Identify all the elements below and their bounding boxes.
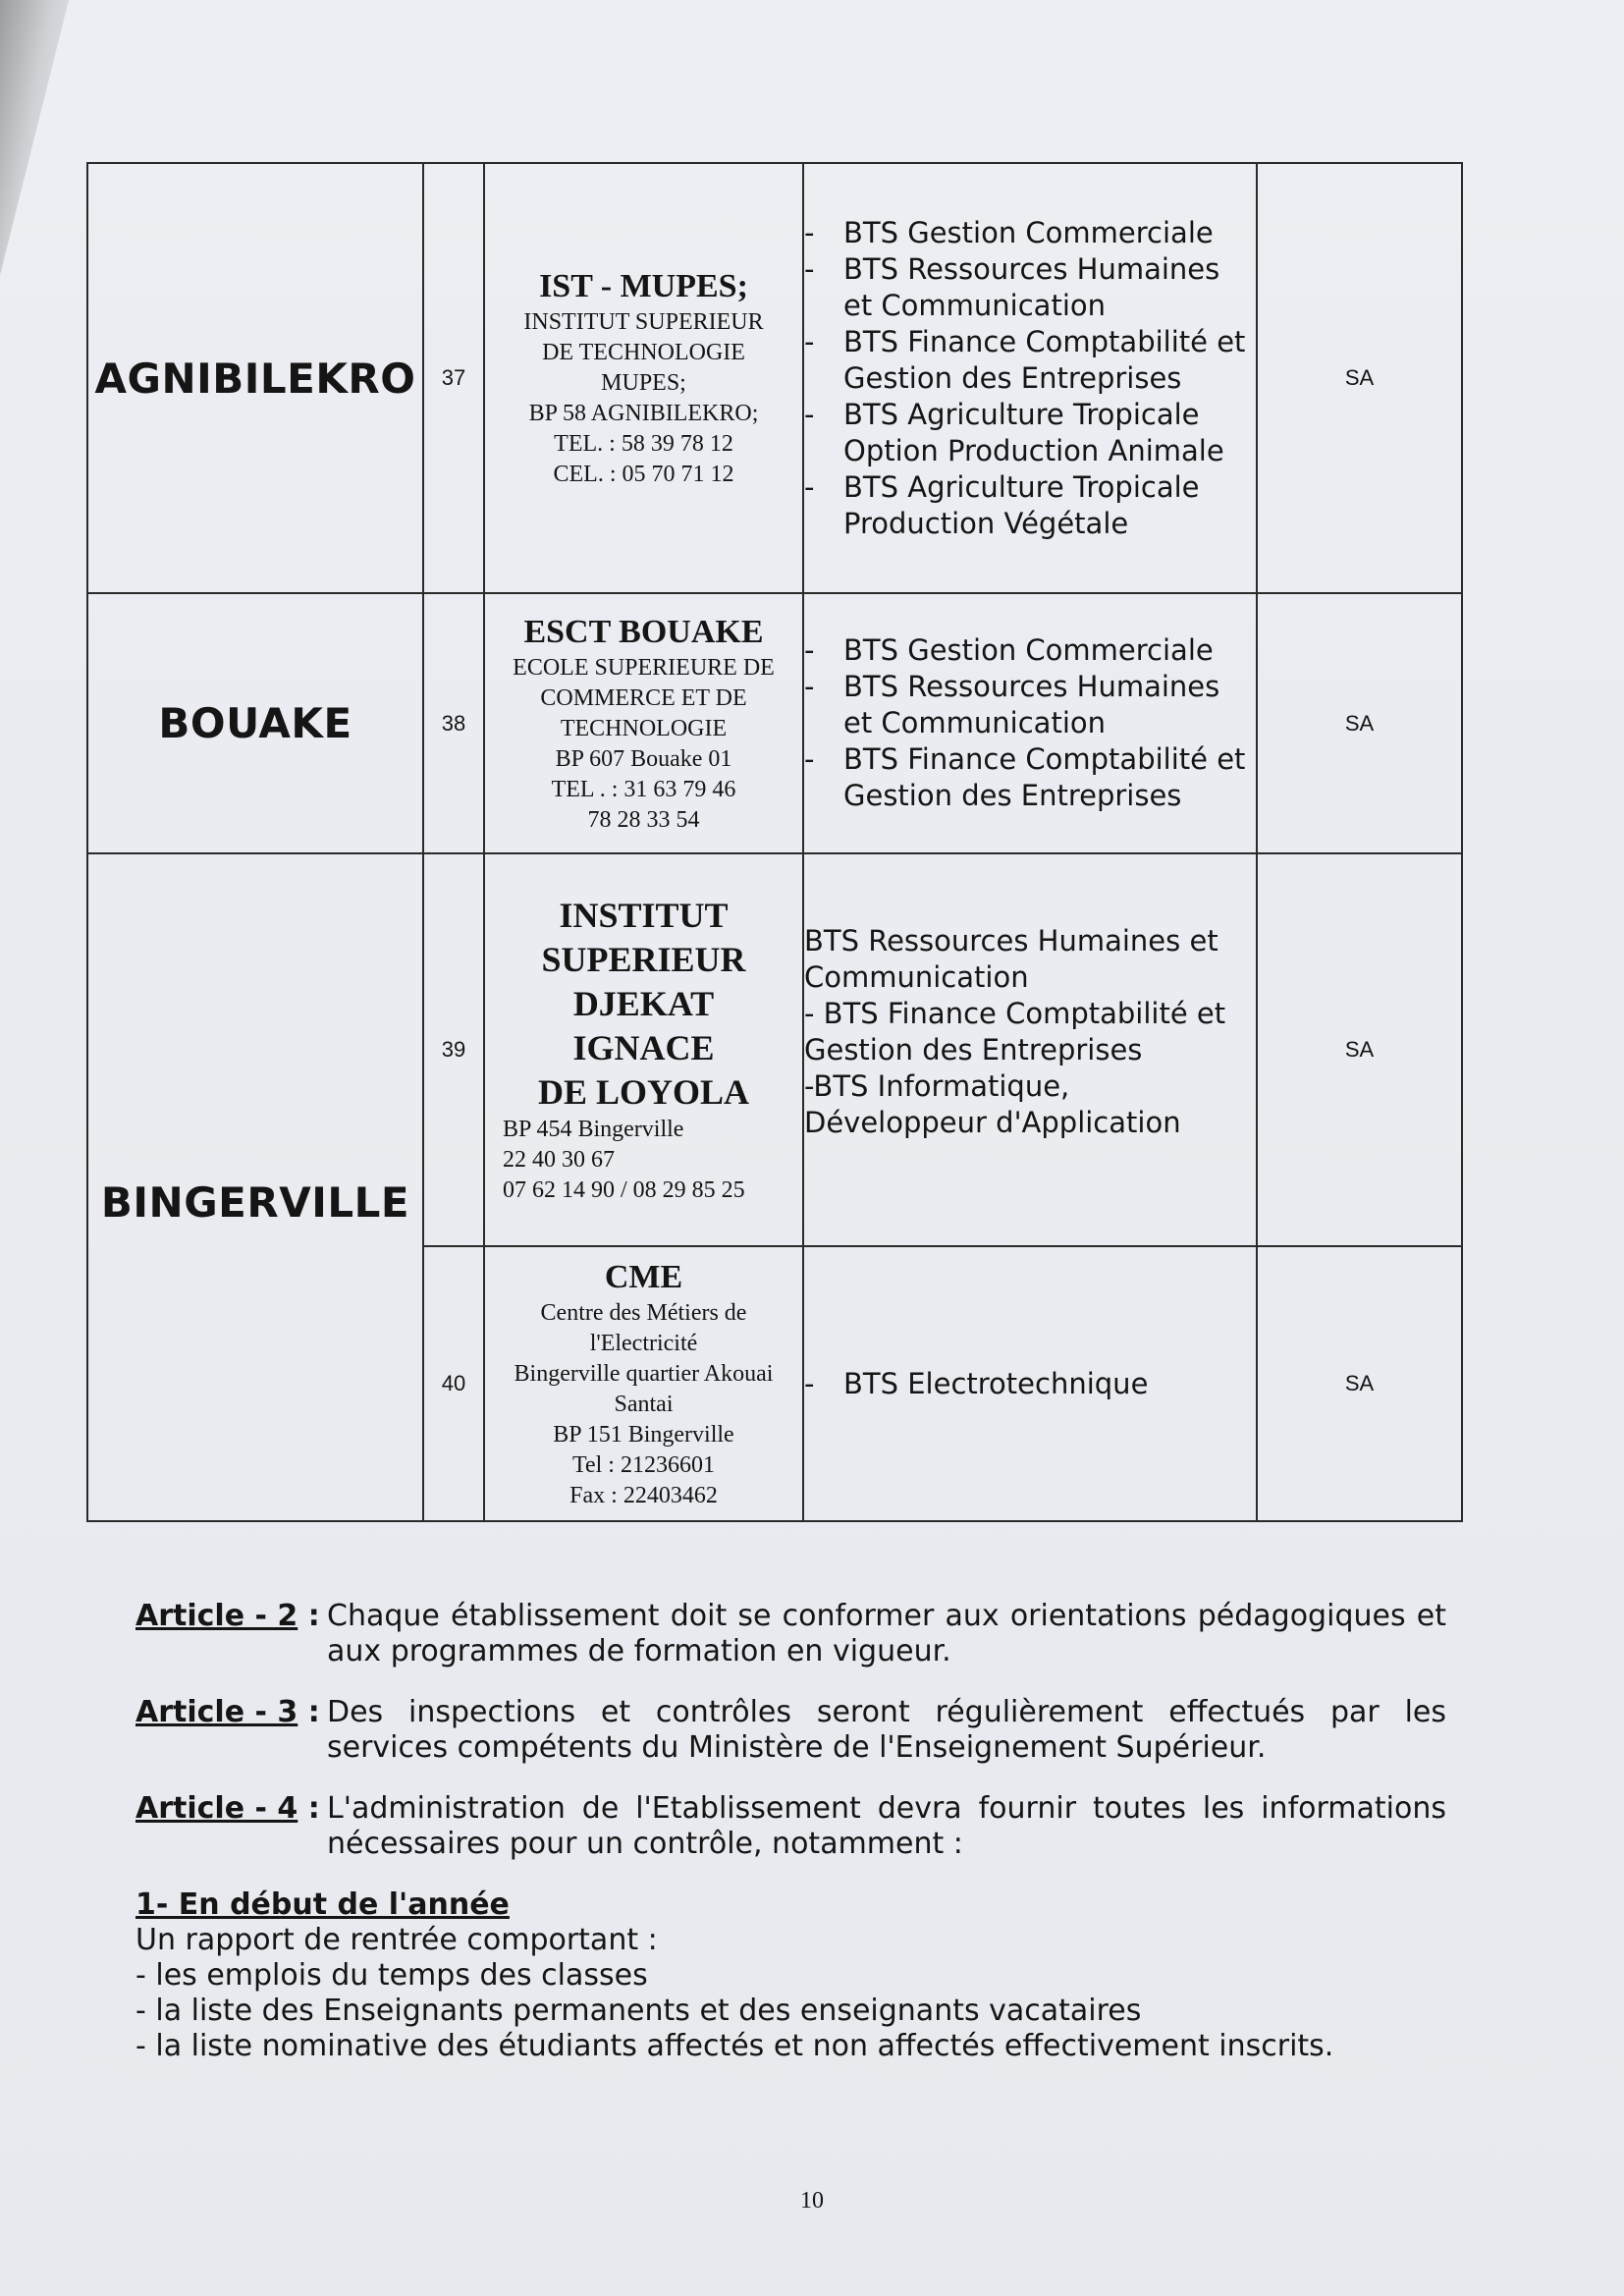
institution-name: DJEKAT bbox=[572, 984, 715, 1023]
institution-detail: Tel : 21236601 bbox=[572, 1451, 715, 1478]
institution-detail: 07 62 14 90 / 08 29 85 25 bbox=[503, 1177, 745, 1203]
table-row bbox=[87, 853, 1462, 1246]
program-item: - BTS Gestion Commerciale bbox=[804, 215, 1256, 251]
row-number: 38 bbox=[423, 593, 484, 853]
article-text: L'administration de l'Etablissement devra fournir toutes les informations nécessaires pour un contrôle, notamment : bbox=[327, 1791, 1446, 1861]
article-3: Article - 3 : Des inspections et contrôles seront régulièrement effectués par les services compétents du Ministère de l'Enseignement Supérieur. bbox=[135, 1695, 1446, 1765]
city-cell: BOUAKE bbox=[87, 593, 423, 853]
institution-detail: Centre des Métiers de bbox=[540, 1299, 747, 1326]
status-cell: SA bbox=[1257, 1246, 1462, 1521]
institution-name: INSTITUT bbox=[559, 896, 729, 935]
institution-detail: TEL. : 58 39 78 12 bbox=[554, 431, 733, 457]
institution-detail: ECOLE SUPERIEURE DE bbox=[513, 654, 775, 681]
status-cell: SA bbox=[1257, 853, 1462, 1246]
institution-name: DE LOYOLA bbox=[537, 1072, 750, 1112]
institution-detail: MUPES; bbox=[601, 370, 686, 396]
institution-detail: TECHNOLOGIE bbox=[560, 715, 728, 741]
programs-cell bbox=[803, 163, 1257, 593]
program-item: - BTS Ressources Humaines et Communication bbox=[804, 251, 1256, 324]
institution-cell bbox=[484, 853, 803, 1246]
section-title: 1- En début de l'année bbox=[135, 1887, 510, 1922]
program-item: - BTS Finance Comptabilité et Gestion des Entreprises bbox=[804, 997, 1226, 1066]
institution-detail: BP 607 Bouake 01 bbox=[555, 745, 732, 772]
institution-name: SUPERIEUR bbox=[541, 940, 746, 979]
city-cell: AGNIBILEKRO bbox=[87, 163, 423, 593]
section-line: - les emplois du temps des classes bbox=[135, 1958, 648, 1993]
programs-cell bbox=[803, 853, 1257, 1246]
institutions-table bbox=[86, 162, 1463, 1522]
institution-detail: Bingerville quartier Akouai bbox=[514, 1360, 774, 1387]
institution-cell bbox=[484, 163, 803, 593]
institution-cell bbox=[484, 1246, 803, 1521]
program-item: -BTS Informatique, Développeur d'Application bbox=[804, 1069, 1181, 1139]
status-cell: SA bbox=[1257, 163, 1462, 593]
programs-cell bbox=[803, 593, 1257, 853]
institution-name: ESCT BOUAKE bbox=[523, 613, 764, 650]
program-item: - BTS Ressources Humaines et Communication bbox=[804, 669, 1256, 741]
program-item: - BTS Finance Comptabilité et Gestion des Entreprises bbox=[804, 741, 1256, 814]
institution-cell bbox=[484, 593, 803, 853]
section-line: Un rapport de rentrée comportant : bbox=[135, 1923, 658, 1957]
institution-detail: BP 58 AGNIBILEKRO; bbox=[528, 401, 759, 426]
institution-detail: COMMERCE ET DE bbox=[540, 684, 747, 711]
institution-detail: Santai bbox=[614, 1391, 674, 1417]
institution-detail: l'Electricité bbox=[589, 1330, 698, 1356]
scan-corner-shadow bbox=[0, 0, 69, 275]
article-4: Article - 4 : L'administration de l'Etablissement devra fournir toutes les informations nécessaires pour un contrôle, notamment : bbox=[135, 1791, 1446, 1861]
article-label: Article - 4 bbox=[135, 1791, 298, 1826]
row-number: 39 bbox=[423, 853, 484, 1246]
program-item: - BTS Electrotechnique bbox=[804, 1366, 1256, 1402]
table-row bbox=[87, 163, 1462, 593]
program-item: - BTS Gestion Commerciale bbox=[804, 632, 1256, 669]
program-item: - BTS Finance Comptabilité et Gestion des Entreprises bbox=[804, 324, 1256, 397]
institution-detail: Fax : 22403462 bbox=[569, 1482, 718, 1508]
institution-detail: BP 151 Bingerville bbox=[553, 1421, 734, 1448]
institution-detail: DE TECHNOLOGIE bbox=[542, 340, 745, 365]
status-cell: SA bbox=[1257, 593, 1462, 853]
article-2: Article - 2 : Chaque établissement doit se conformer aux orientations pédagogiques et aux programmes de formation en vigueur. bbox=[135, 1599, 1446, 1668]
articles-section bbox=[135, 1599, 1446, 2064]
programs-cell bbox=[803, 1246, 1257, 1521]
institution-detail: CEL. : 05 70 71 12 bbox=[553, 462, 734, 487]
page-number: 10 bbox=[800, 2188, 824, 2214]
institution-detail: INSTITUT SUPERIEUR bbox=[523, 309, 764, 335]
program-item: - BTS Agriculture Tropicale Production Végétale bbox=[804, 469, 1256, 542]
institution-detail: 78 28 33 54 bbox=[587, 806, 700, 833]
article-label: Article - 3 bbox=[135, 1695, 298, 1729]
section-line: - la liste des Enseignants permanents et des enseignants vacataires bbox=[135, 1994, 1142, 2028]
row-number: 40 bbox=[423, 1246, 484, 1521]
program-item: - BTS Agriculture Tropicale Option Production Animale bbox=[804, 397, 1256, 469]
article-text: Chaque établissement doit se conformer aux orientations pédagogiques et aux programmes de formation en vigueur. bbox=[327, 1599, 1446, 1668]
institution-name: IST - MUPES; bbox=[539, 268, 748, 304]
institution-detail: BP 454 Bingerville bbox=[503, 1117, 684, 1142]
institution-name: IGNACE bbox=[572, 1028, 715, 1067]
institution-detail: 22 40 30 67 bbox=[503, 1147, 615, 1173]
article-label: Article - 2 bbox=[135, 1599, 298, 1633]
row-number: 37 bbox=[423, 163, 484, 593]
program-item: BTS Ressources Humaines et Communication bbox=[804, 924, 1218, 994]
section-line: - la liste nominative des étudiants affectés et non affectés effectivement inscrits. bbox=[135, 2029, 1334, 2063]
table-row bbox=[87, 593, 1462, 853]
city-cell: BINGERVILLE bbox=[87, 853, 423, 1521]
article-text: Des inspections et contrôles seront régulièrement effectués par les services compétents du Ministère de l'Enseignement Supérieur. bbox=[327, 1695, 1446, 1765]
institution-name: CME bbox=[604, 1258, 683, 1295]
institution-detail: TEL . : 31 63 79 46 bbox=[551, 776, 736, 802]
